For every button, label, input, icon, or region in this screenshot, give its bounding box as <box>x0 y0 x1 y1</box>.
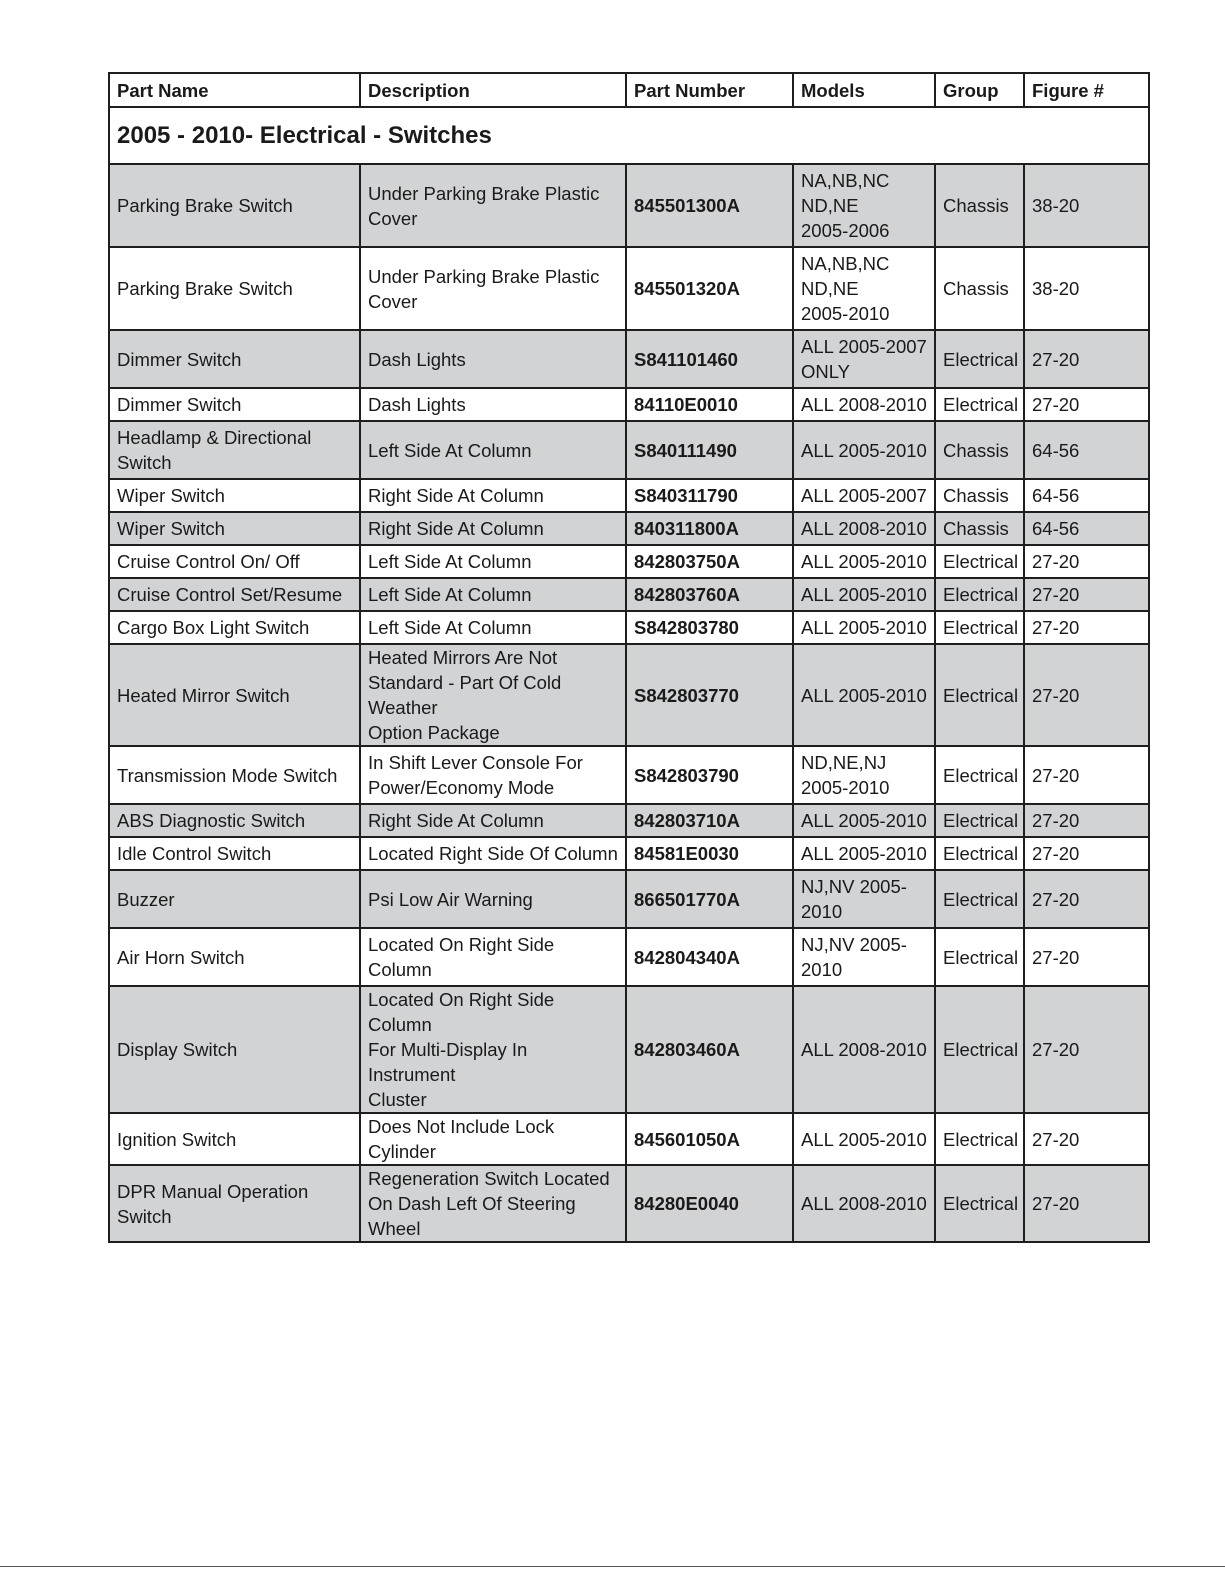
cell-part-number-text: 842804340A <box>634 946 740 968</box>
cell-description-text: Located Right Side Of Column <box>368 843 618 864</box>
cell-part-name <box>109 1113 360 1165</box>
cell-group-text: Electrical <box>943 394 1019 415</box>
cell-figure-text: 64-56 <box>1032 439 1080 461</box>
cell-part-number <box>626 611 793 644</box>
table-row <box>109 870 1149 928</box>
cell-part-name <box>109 928 360 986</box>
cell-figure <box>1024 164 1149 247</box>
cell-part-name-text: Transmission Mode Switch <box>117 764 338 786</box>
cell-figure <box>1024 837 1149 870</box>
cell-description <box>360 644 626 746</box>
cell-group <box>935 746 1024 804</box>
cell-models <box>793 164 935 247</box>
cell-group <box>935 870 1024 928</box>
cell-part-number <box>626 164 793 247</box>
cell-part-name <box>109 644 360 746</box>
cell-part-number <box>626 545 793 578</box>
cell-description-text: Regeneration Switch Located On Dash Left Of Steering Wheel <box>368 1168 610 1239</box>
cell-part-name-text: Idle Control Switch <box>117 843 272 864</box>
cell-models <box>793 578 935 611</box>
cell-group-text: Electrical <box>943 764 1019 786</box>
cell-models <box>793 512 935 545</box>
cell-part-name <box>109 870 360 928</box>
cell-part-name <box>109 512 360 545</box>
cell-description <box>360 611 626 644</box>
cell-part-name-text: Wiper Switch <box>117 518 225 539</box>
cell-group <box>935 644 1024 746</box>
cell-part-name <box>109 837 360 870</box>
cell-models <box>793 928 935 986</box>
table-row <box>109 421 1149 479</box>
cell-description <box>360 986 626 1113</box>
cell-figure-text: 27-20 <box>1032 394 1080 415</box>
cell-models-text: ALL 2008-2010 <box>801 1193 927 1214</box>
cell-models <box>793 804 935 837</box>
cell-figure-text: 27-20 <box>1032 1193 1080 1214</box>
cell-description <box>360 1113 626 1165</box>
cell-part-name <box>109 986 360 1113</box>
cell-part-name-text: Parking Brake Switch <box>117 195 293 216</box>
cell-figure-text: 38-20 <box>1032 278 1080 299</box>
cell-figure <box>1024 247 1149 330</box>
cell-models-text: ALL 2005-2010 <box>801 439 927 461</box>
cell-part-number-text: S842803770 <box>634 684 739 706</box>
cell-group-text: Chassis <box>943 195 1009 216</box>
cell-figure-text: 27-20 <box>1032 617 1080 638</box>
cell-figure <box>1024 421 1149 479</box>
cell-models-text: ALL 2005-2010 <box>801 684 927 706</box>
cell-models <box>793 388 935 421</box>
cell-part-name-text: Dimmer Switch <box>117 348 242 370</box>
cell-part-name <box>109 388 360 421</box>
cell-figure-text: 64-56 <box>1032 485 1080 506</box>
table-row <box>109 1113 1149 1165</box>
cell-models-text: ALL 2005-2010 <box>801 551 927 572</box>
cell-models-text: NJ,NV 2005- 2010 <box>801 934 907 980</box>
cell-models-text: ALL 2008-2010 <box>801 394 927 415</box>
cell-group <box>935 837 1024 870</box>
cell-description-text: Under Parking Brake Plastic Cover <box>368 182 600 229</box>
cell-part-number <box>626 247 793 330</box>
cell-models-text: ALL 2005-2010 <box>801 843 927 864</box>
cell-description-text: Left Side At Column <box>368 617 532 638</box>
cell-figure <box>1024 1165 1149 1242</box>
table-row <box>109 1165 1149 1242</box>
table-row <box>109 611 1149 644</box>
cell-part-number <box>626 1113 793 1165</box>
cell-description <box>360 388 626 421</box>
cell-group <box>935 512 1024 545</box>
cell-figure-text: 27-20 <box>1032 1039 1080 1060</box>
cell-part-number-text: 842803460A <box>634 1039 740 1060</box>
header-row <box>109 73 1149 107</box>
cell-group <box>935 164 1024 247</box>
cell-part-name-text: Heated Mirror Switch <box>117 684 290 706</box>
cell-description <box>360 479 626 512</box>
cell-part-number-text: 842803710A <box>634 810 740 831</box>
section-row <box>109 107 1149 164</box>
cell-models <box>793 611 935 644</box>
cell-description <box>360 928 626 986</box>
cell-group <box>935 804 1024 837</box>
cell-figure <box>1024 804 1149 837</box>
cell-models <box>793 837 935 870</box>
cell-part-name <box>109 804 360 837</box>
cell-group-text: Electrical <box>943 946 1019 968</box>
cell-models-text: ALL 2008-2010 <box>801 1039 927 1060</box>
cell-group-text: Electrical <box>943 348 1019 370</box>
cell-figure <box>1024 644 1149 746</box>
cell-description <box>360 512 626 545</box>
cell-description-text: Right Side At Column <box>368 518 544 539</box>
cell-description-text: Under Parking Brake Plastic Cover <box>368 265 600 312</box>
cell-part-number <box>626 746 793 804</box>
header-models: Models <box>793 73 935 107</box>
table-row <box>109 837 1149 870</box>
cell-description <box>360 837 626 870</box>
cell-models <box>793 247 935 330</box>
cell-figure <box>1024 512 1149 545</box>
cell-part-number <box>626 330 793 388</box>
table-body <box>109 107 1149 1242</box>
cell-models <box>793 330 935 388</box>
cell-part-number <box>626 870 793 928</box>
cell-group <box>935 388 1024 421</box>
cell-part-name-text: Cruise Control Set/Resume <box>117 584 343 605</box>
cell-description <box>360 421 626 479</box>
cell-figure-text: 27-20 <box>1032 810 1080 831</box>
cell-models-text: ALL 2005-2007 ONLY <box>801 336 927 382</box>
cell-figure-text: 27-20 <box>1032 584 1080 605</box>
cell-description <box>360 804 626 837</box>
cell-figure <box>1024 746 1149 804</box>
cell-part-name <box>109 1165 360 1242</box>
cell-part-number-text: 845501320A <box>634 278 740 299</box>
cell-part-number <box>626 837 793 870</box>
cell-models <box>793 1113 935 1165</box>
cell-description-text: Located On Right Side Column For Multi-Display In Instrument Cluster <box>368 989 555 1110</box>
cell-figure-text: 27-20 <box>1032 684 1080 706</box>
cell-part-name <box>109 164 360 247</box>
table-row <box>109 388 1149 421</box>
cell-part-number <box>626 804 793 837</box>
page-bottom-rule <box>0 1566 1225 1567</box>
cell-models <box>793 421 935 479</box>
cell-group-text: Electrical <box>943 1128 1019 1150</box>
cell-models-text: ND,NE,NJ 2005-2010 <box>801 752 890 798</box>
cell-models <box>793 1165 935 1242</box>
cell-figure-text: 27-20 <box>1032 348 1080 370</box>
cell-group-text: Electrical <box>943 843 1019 864</box>
cell-figure <box>1024 330 1149 388</box>
cell-description-text: In Shift Lever Console For Power/Economy Mode <box>368 752 583 798</box>
table-row <box>109 986 1149 1113</box>
cell-description <box>360 1165 626 1242</box>
cell-description <box>360 870 626 928</box>
cell-part-number <box>626 1165 793 1242</box>
cell-description-text: Dash Lights <box>368 348 466 370</box>
cell-description <box>360 746 626 804</box>
cell-models-text: NJ,NV 2005- 2010 <box>801 876 907 922</box>
cell-description-text: Left Side At Column <box>368 551 532 572</box>
cell-group-text: Electrical <box>943 888 1019 910</box>
cell-part-number <box>626 512 793 545</box>
table-header <box>109 73 1149 107</box>
cell-part-number <box>626 479 793 512</box>
cell-figure <box>1024 986 1149 1113</box>
cell-models-text: ALL 2005-2010 <box>801 584 927 605</box>
cell-part-name-text: Cruise Control On/ Off <box>117 551 300 572</box>
table-row <box>109 644 1149 746</box>
cell-figure-text: 27-20 <box>1032 764 1080 786</box>
cell-figure <box>1024 611 1149 644</box>
cell-models-text: ALL 2008-2010 <box>801 518 927 539</box>
cell-part-number <box>626 578 793 611</box>
cell-figure <box>1024 545 1149 578</box>
cell-part-number-text: 840311800A <box>634 518 739 539</box>
cell-part-name <box>109 247 360 330</box>
cell-models-text: NA,NB,NC ND,NE 2005-2010 <box>801 253 890 324</box>
cell-figure-text: 27-20 <box>1032 888 1080 910</box>
cell-figure <box>1024 578 1149 611</box>
cell-models-text: NA,NB,NC ND,NE 2005-2006 <box>801 170 890 241</box>
header-figure: Figure # <box>1024 73 1149 107</box>
cell-models <box>793 870 935 928</box>
cell-part-name-text: Display Switch <box>117 1039 238 1060</box>
cell-description-text: Located On Right Side Column <box>368 934 555 980</box>
cell-description-text: Does Not Include Lock Cylinder <box>368 1116 555 1162</box>
cell-part-name-text: Buzzer <box>117 888 175 910</box>
cell-group-text: Chassis <box>943 278 1009 299</box>
cell-part-name-text: DPR Manual Operation Switch <box>117 1180 309 1227</box>
cell-models-text: ALL 2005-2007 <box>801 485 927 506</box>
cell-description <box>360 164 626 247</box>
cell-part-number <box>626 644 793 746</box>
cell-models-text: ALL 2005-2010 <box>801 810 927 831</box>
cell-part-number-text: 866501770A <box>634 888 740 910</box>
cell-models <box>793 986 935 1113</box>
cell-figure-text: 27-20 <box>1032 551 1080 572</box>
cell-part-number <box>626 388 793 421</box>
cell-part-number <box>626 421 793 479</box>
cell-group-text: Chassis <box>943 439 1009 461</box>
cell-group <box>935 1113 1024 1165</box>
header-description: Description <box>360 73 626 107</box>
cell-part-name-text: Dimmer Switch <box>117 394 242 415</box>
table-row <box>109 804 1149 837</box>
table-row <box>109 247 1149 330</box>
cell-part-name <box>109 545 360 578</box>
cell-figure-text: 27-20 <box>1032 843 1080 864</box>
cell-description <box>360 545 626 578</box>
cell-part-name <box>109 421 360 479</box>
cell-part-name <box>109 746 360 804</box>
cell-models <box>793 545 935 578</box>
cell-group-text: Electrical <box>943 551 1019 572</box>
cell-figure <box>1024 479 1149 512</box>
table-row <box>109 512 1149 545</box>
cell-models <box>793 479 935 512</box>
cell-group <box>935 986 1024 1113</box>
cell-models-text: ALL 2005-2010 <box>801 617 927 638</box>
cell-figure <box>1024 928 1149 986</box>
cell-models <box>793 746 935 804</box>
table-row <box>109 578 1149 611</box>
cell-part-number-text: S841101460 <box>634 348 738 370</box>
cell-part-name <box>109 479 360 512</box>
cell-group <box>935 545 1024 578</box>
table-row <box>109 164 1149 247</box>
cell-figure-text: 64-56 <box>1032 518 1080 539</box>
cell-figure <box>1024 870 1149 928</box>
cell-part-name-text: Wiper Switch <box>117 485 225 506</box>
cell-group <box>935 611 1024 644</box>
cell-description-text: Heated Mirrors Are Not Standard - Part Of Cold Weather Option Package <box>368 647 562 743</box>
cell-part-number-text: 842803760A <box>634 584 740 605</box>
cell-part-name <box>109 330 360 388</box>
cell-group <box>935 928 1024 986</box>
header-group: Group <box>935 73 1024 107</box>
cell-figure-text: 27-20 <box>1032 946 1080 968</box>
cell-group-text: Electrical <box>943 810 1019 831</box>
cell-part-number-text: 84110E0010 <box>634 394 738 415</box>
cell-models-text: ALL 2005-2010 <box>801 1128 927 1150</box>
cell-part-number-text: S840311790 <box>634 485 738 506</box>
cell-description <box>360 578 626 611</box>
cell-part-name <box>109 578 360 611</box>
cell-models <box>793 644 935 746</box>
cell-part-name-text: Headlamp & Directional Switch <box>117 427 312 473</box>
cell-part-number <box>626 928 793 986</box>
cell-group-text: Electrical <box>943 1039 1019 1060</box>
cell-figure-text: 38-20 <box>1032 195 1080 216</box>
section-title: 2005 - 2010- Electrical - Switches <box>109 107 1149 164</box>
cell-part-number-text: 84581E0030 <box>634 843 739 864</box>
cell-group <box>935 421 1024 479</box>
cell-figure-text: 27-20 <box>1032 1128 1080 1150</box>
cell-group-text: Electrical <box>943 617 1019 638</box>
cell-group-text: Electrical <box>943 584 1019 605</box>
cell-group <box>935 479 1024 512</box>
cell-part-number <box>626 986 793 1113</box>
header-part-number: Part Number <box>626 73 793 107</box>
cell-figure <box>1024 1113 1149 1165</box>
cell-description-text: Dash Lights <box>368 394 466 415</box>
cell-group-text: Chassis <box>943 518 1009 539</box>
cell-part-name-text: ABS Diagnostic Switch <box>117 810 306 831</box>
cell-part-number-text: 842803750A <box>634 551 740 572</box>
cell-group <box>935 578 1024 611</box>
cell-description-text: Psi Low Air Warning <box>368 888 533 910</box>
cell-part-number-text: 845601050A <box>634 1128 740 1150</box>
table-row <box>109 330 1149 388</box>
cell-part-name-text: Air Horn Switch <box>117 946 245 968</box>
cell-part-name-text: Ignition Switch <box>117 1128 237 1150</box>
cell-group <box>935 330 1024 388</box>
cell-description <box>360 330 626 388</box>
cell-description-text: Left Side At Column <box>368 584 532 605</box>
cell-part-name <box>109 611 360 644</box>
cell-part-name-text: Cargo Box Light Switch <box>117 617 310 638</box>
table-row <box>109 746 1149 804</box>
parts-table <box>108 72 1150 1243</box>
cell-part-number-text: S842803790 <box>634 764 739 786</box>
cell-figure <box>1024 388 1149 421</box>
cell-description-text: Right Side At Column <box>368 485 544 506</box>
cell-group <box>935 1165 1024 1242</box>
cell-description-text: Left Side At Column <box>368 439 532 461</box>
cell-description-text: Right Side At Column <box>368 810 544 831</box>
header-part-name: Part Name <box>109 73 360 107</box>
cell-group-text: Chassis <box>943 485 1009 506</box>
cell-part-number-text: S842803780 <box>634 617 739 638</box>
cell-description <box>360 247 626 330</box>
table-row <box>109 928 1149 986</box>
cell-group-text: Electrical <box>943 684 1019 706</box>
table-row <box>109 479 1149 512</box>
cell-part-name-text: Parking Brake Switch <box>117 278 293 299</box>
table-row <box>109 545 1149 578</box>
cell-group <box>935 247 1024 330</box>
cell-part-number-text: S840111490 <box>634 439 737 461</box>
cell-group-text: Electrical <box>943 1193 1019 1214</box>
cell-part-number-text: 84280E0040 <box>634 1193 739 1214</box>
cell-part-number-text: 845501300A <box>634 195 740 216</box>
